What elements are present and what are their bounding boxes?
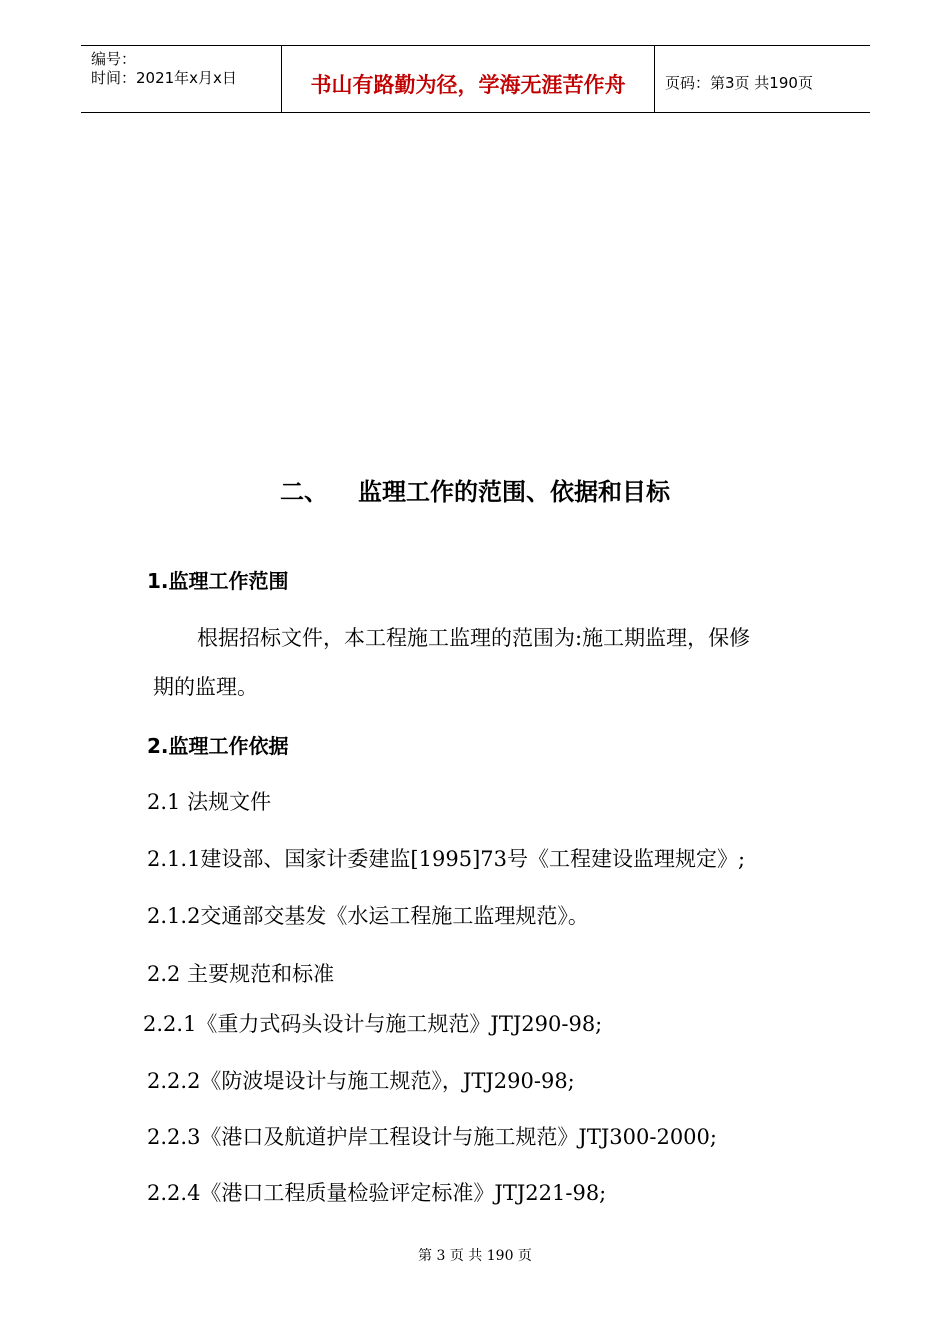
page-header: [81, 45, 870, 113]
list-item-2-2-3: 2.2.3《港口及航道护岸工程设计与施工规范》JTJ300-2000;: [147, 1125, 717, 1149]
document-time-label: 时间：2021年x月x日: [91, 69, 237, 87]
list-item-2-1-2: 2.1.2交通部交基发《水运工程施工监理规范》。: [147, 904, 589, 928]
document-number-label: 编号：: [91, 50, 137, 68]
scope-paragraph-line1: 根据招标文件，本工程施工监理的范围为:施工期监理，保修: [197, 626, 751, 650]
header-motto: 书山有路勤为径，学海无涯苦作舟: [310, 73, 626, 97]
header-page-info: 页码：第3页 共190页: [665, 74, 813, 92]
section-heading-basis: 2.监理工作依据: [147, 734, 289, 758]
list-item-2-1-1: 2.1.1建设部、国家计委建监[1995]73号《工程建设监理规定》;: [147, 847, 746, 871]
chapter-title-text: 监理工作的范围、依据和目标: [358, 478, 670, 506]
subsection-standards: 2.2 主要规范和标准: [147, 962, 335, 986]
chapter-number: 二、: [280, 478, 328, 506]
list-item-2-2-1: 2.2.1《重力式码头设计与施工规范》JTJ290-98;: [143, 1012, 603, 1036]
subsection-regulations: 2.1 法规文件: [147, 790, 272, 814]
header-motto-cell: [281, 46, 655, 112]
page-footer: 第 3 页 共 190 页: [418, 1248, 532, 1264]
chapter-title: [0, 472, 950, 507]
section-heading-scope: 1.监理工作范围: [147, 569, 289, 593]
list-item-2-2-4: 2.2.4《港口工程质量检验评定标准》JTJ221-98;: [147, 1181, 607, 1205]
list-item-2-2-2: 2.2.2《防波堤设计与施工规范》，JTJ290-98;: [147, 1069, 575, 1093]
scope-paragraph-line2: 期的监理。: [153, 675, 258, 699]
header-page-cell: [655, 46, 870, 112]
header-meta-cell: [81, 46, 281, 112]
